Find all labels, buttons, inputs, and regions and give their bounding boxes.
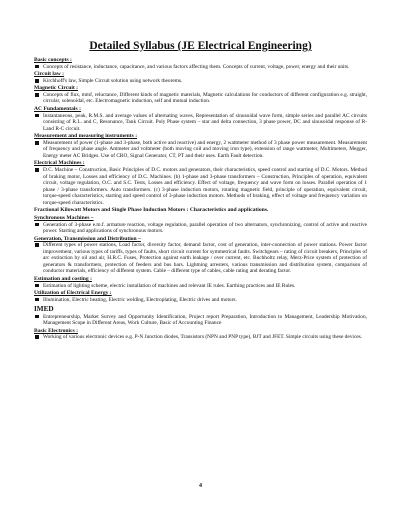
syllabus-section bbox=[34, 290, 367, 303]
list-item-text: Measurement of power (1-phase and 3-phase, both active and reactive) and energy, 2 wattmeter method of 3 phase power measurement. Measurement of frequency and phase angle. Ammeter and voltmeter (both moving coil and moving iron type), extension of range wattmeter, Multimeters, Megger, Energy meter AC Bridges. Use of CRO, Signal Generator, CT, PT and their uses. Earth Fault detection. bbox=[43, 139, 367, 159]
syllabus-section bbox=[34, 133, 367, 159]
list-item-text: Concepts of resistance, inductance, capacitance, and various factors affecting them. Concepts of current, voltage, power, energy and their units. bbox=[43, 63, 350, 70]
syllabus-section bbox=[34, 207, 367, 214]
square-bullet-icon bbox=[35, 243, 39, 247]
square-bullet-icon bbox=[35, 298, 39, 302]
list-item bbox=[34, 334, 367, 341]
square-bullet-icon bbox=[35, 284, 39, 288]
list-item-text: Entrepreneurship, Market Survey and Opportunity Identification, Project report Preparation, Introduction to Management, Leadership Motivation, Management Scope in Different Areas, Work Culture, Basic of Accounting Finance bbox=[43, 313, 367, 327]
list-item-text: D.C. Machine – Construction, Basic Principles of D.C. motors and generators, their characteristics, speed control and starting of D.C. Motors. Method of braking motor, Losses and efficiency of D.C. Machines. (b) 1-phase and 3-phase transformers – Construction, Principles of operation, equivalent circuit, voltage regulation, O.C. and S.C. Tests, Losses and efficiency. Effect of voltage, frequency and wave form on losses. Parallel operation of 1 phase / 3-phase transformers. Auto transformers. (c) 3-phase induction motors, rotating magnetic field, principle of operation, equivalent circuit, torque-speed characteristics, starting and speed control of 3-phase induction motors. Methods of braking, effect of voltage and frequency variation on torque-speed characteristics. bbox=[43, 167, 367, 206]
section-item-list bbox=[34, 222, 367, 235]
list-item bbox=[34, 167, 367, 206]
syllabus-section bbox=[34, 236, 367, 275]
list-item-text: Generation of 3-phase e.m.f. armature reaction, voltage regulation, parallel operation of two alternators, synchronizing, control of active and reactive power. Starting and applications of synchronous motors. bbox=[43, 221, 367, 235]
square-bullet-icon bbox=[35, 93, 39, 97]
list-item-text: Estimation of lighting scheme, electric installation of machines and relevant IE rules. Earthing practices and IE Rules. bbox=[43, 282, 296, 289]
section-item-list bbox=[34, 283, 367, 290]
list-item bbox=[34, 297, 367, 304]
list-item-text: Different types of power stations, Load factor, diversity factor, demand factor, cost of generation, inter-connection of power stations. Power factor improvement, various types of tariffs, types of faults, short circuit current for symmetrical faults. Switchgears – rating of circuit breakers, Principles of arc extinction by oil and air, H.R.C. Fuses, Protection against earth leakage / over current, etc. Buchholtz relay, Merz-Price system of protection of generators & transformers, protection of feeders and bus bars. Lightning arresters, various transmission and distribution system, comparison of conductor materials, efficiency of different system. Cable – different type of cables, cable rating and derating factor. bbox=[43, 242, 367, 275]
section-item-list bbox=[34, 242, 367, 275]
section-item-list bbox=[34, 140, 367, 160]
section-item-list bbox=[34, 113, 367, 133]
syllabus-section bbox=[34, 71, 367, 84]
syllabus-section bbox=[34, 57, 367, 70]
syllabus-section bbox=[34, 160, 367, 206]
sections-container bbox=[34, 57, 367, 341]
syllabus-section bbox=[34, 215, 367, 235]
page-number: 4 bbox=[199, 483, 202, 489]
square-bullet-icon bbox=[35, 79, 39, 83]
syllabus-section bbox=[34, 328, 367, 341]
list-item-text: Instantaneous, peak, R.M.S. and average values of alternating waves, Representation of sinusoidal wave form, simple series and parallel AC circuits consisting of R.L. and C, Resonance, Tank Circuit. Poly Phase system – star and delta connection, 3 phase power, DC and sinusoidal response of R-Land R-C circuit. bbox=[43, 112, 367, 132]
section-item-list bbox=[34, 92, 367, 105]
section-item-list bbox=[34, 78, 367, 85]
section-item-list bbox=[34, 167, 367, 206]
syllabus-section bbox=[34, 106, 367, 132]
list-item bbox=[34, 64, 367, 71]
list-item bbox=[34, 242, 367, 275]
syllabus-section bbox=[34, 305, 367, 327]
section-heading: Electrical Machines : bbox=[34, 160, 85, 167]
list-item-text: Kirchhoff's law, Simple Circuit solution using network theorems. bbox=[43, 77, 183, 84]
list-item bbox=[34, 113, 367, 133]
square-bullet-icon bbox=[35, 223, 39, 227]
list-item-text: Working of various electronic devices e.g. P-N Junction diodes, Transistors (NPN and PNP type), BJT and JFET. Simple circuits using these devices. bbox=[43, 334, 363, 341]
list-item-text: Illumination, Electric heating, Electric welding, Electroplating, Electric drives and motors. bbox=[43, 296, 237, 303]
list-item bbox=[34, 314, 367, 327]
list-item bbox=[34, 78, 367, 85]
section-item-list bbox=[34, 64, 367, 71]
section-heading: Magnetic Circuit : bbox=[34, 85, 79, 92]
section-heading: Basic Electronics : bbox=[34, 327, 79, 334]
section-heading: Measurement and measuring instruments : bbox=[34, 133, 138, 140]
section-heading: Basic concepts : bbox=[34, 57, 72, 63]
section-heading: AC Fundamentals : bbox=[34, 105, 81, 112]
square-bullet-icon bbox=[35, 315, 39, 319]
section-heading: Fractional Kilowatt Motors and Single Phase Induction Motors : Characteristics and applications. bbox=[34, 207, 269, 214]
section-heading: Synchronous Machines – bbox=[34, 214, 94, 221]
list-item bbox=[34, 92, 367, 105]
section-heading: Estimation and costing : bbox=[34, 275, 92, 282]
document-title: Detailed Syllabus (JE Electrical Engineering) bbox=[89, 40, 312, 52]
section-heading: Circuit law : bbox=[34, 71, 65, 78]
square-bullet-icon bbox=[35, 168, 39, 172]
section-item-list bbox=[34, 314, 367, 327]
square-bullet-icon bbox=[35, 335, 39, 339]
list-item bbox=[34, 222, 367, 235]
list-item bbox=[34, 283, 367, 290]
section-heading: Utilization of Electrical Energy : bbox=[34, 290, 112, 297]
syllabus-section bbox=[34, 85, 367, 105]
section-item-list bbox=[34, 334, 367, 341]
square-bullet-icon bbox=[35, 141, 39, 145]
square-bullet-icon bbox=[35, 114, 39, 118]
list-item-text: Concepts of flux, mmf, reluctance, Different kinds of magnetic materials, Magnetic calculations for conductors of different configuration e.g. straight, circular, solenoidal, etc. Electromagnetic induction, self and mutual induction. bbox=[43, 91, 367, 105]
section-heading: IMED bbox=[34, 305, 54, 314]
square-bullet-icon bbox=[35, 65, 39, 69]
section-heading: Generation, Transmission and Distribution – bbox=[34, 235, 141, 242]
syllabus-section bbox=[34, 276, 367, 289]
list-item bbox=[34, 140, 367, 160]
section-item-list bbox=[34, 297, 367, 304]
